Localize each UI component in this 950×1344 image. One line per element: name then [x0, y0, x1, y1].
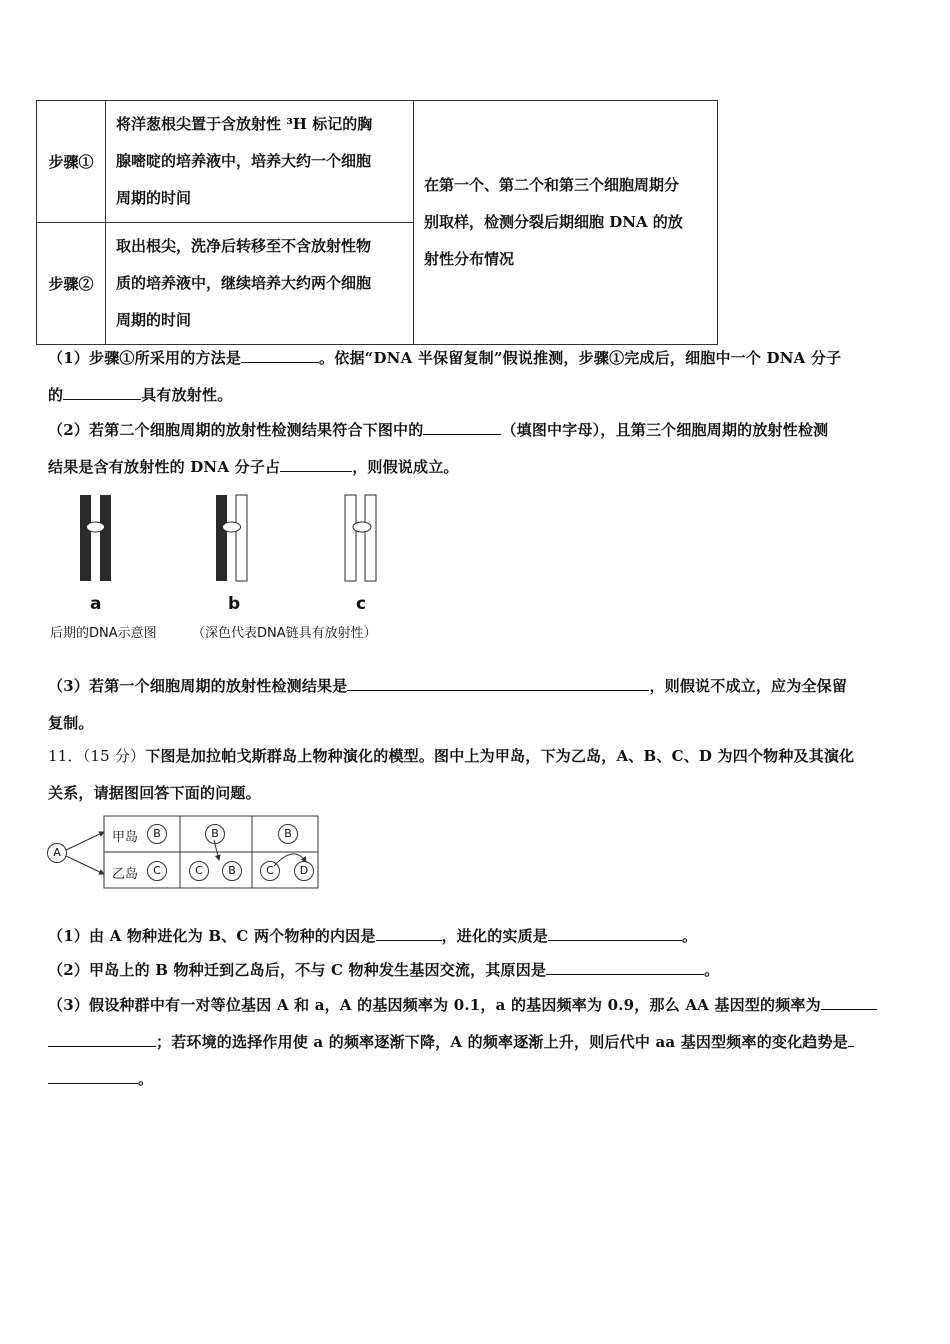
- q11-p1-text: ，进化的实质是: [441, 927, 548, 945]
- step2-line: 周期的时间: [116, 311, 192, 329]
- q11-p3-text: 。: [138, 1070, 154, 1088]
- q10-p1-text: 具有放射性。: [141, 386, 233, 404]
- q11-p2-text: （2）甲岛上的 B 物种迁到乙岛后，不与 C 物种发生基因交流，其原因是: [48, 961, 547, 979]
- species-c: C: [147, 861, 167, 881]
- q10-part3-line2: [48, 712, 94, 733]
- species-c: C: [260, 861, 280, 881]
- species-d: D: [294, 861, 314, 881]
- answer-blank[interactable]: [821, 995, 877, 1010]
- q11-p1-text: 。: [682, 927, 698, 945]
- species-b: B: [147, 824, 167, 844]
- answer-blank[interactable]: [548, 926, 682, 941]
- q10-part2-line1: [48, 419, 828, 440]
- question-number: 11．: [48, 747, 83, 765]
- detection-line: 别取样，检测分裂后期细胞 DNA 的放: [424, 213, 683, 231]
- answer-blank[interactable]: [48, 1069, 138, 1084]
- q11-stem-line1: [48, 745, 854, 766]
- answer-blank[interactable]: [423, 420, 501, 435]
- q10-p2-text: （填图中字母），且第三个细胞周期的放射性检测: [501, 421, 829, 439]
- detection-line: 射性分布情况: [424, 250, 515, 268]
- q10-part2-line2: [48, 456, 459, 477]
- q10-p2-text: 结果是含有放射性的 DNA 分子占: [48, 458, 281, 476]
- island-yi-label: 乙岛: [112, 867, 139, 882]
- answer-blank[interactable]: [48, 1032, 156, 1047]
- q11-p3-text: ；若环境的选择作用使 a 的频率逐渐下降，A 的频率逐渐上升，则后代中 aa 基因型频率的变化趋势是: [156, 1033, 848, 1051]
- q11-stem-line2: [48, 782, 261, 803]
- step1-line: 腺嘧啶的培养液中，培养大约一个细胞: [116, 152, 372, 170]
- dna-a-diagram: [80, 495, 111, 581]
- q10-p3-text: （3）若第一个细胞周期的放射性检测结果是: [48, 677, 348, 695]
- q11-p2-text: 。: [704, 961, 720, 979]
- fig-caption-left: 后期的DNA示意图: [50, 626, 157, 641]
- step2-line: 取出根尖，洗净后转移至不含放射性物: [116, 237, 372, 255]
- q11-part1: [48, 925, 697, 946]
- answer-blank[interactable]: [546, 960, 704, 975]
- q10-p3-text: ，则假说不成立，应为全保留: [649, 677, 848, 695]
- q10-p1-text: 。依据“DNA 半保留复制”假说推测，步骤①完成后，细胞中一个 DNA 分子: [319, 349, 842, 367]
- fig-label-c: c: [356, 594, 367, 614]
- answer-blank[interactable]: [63, 385, 141, 400]
- step1-line: 周期的时间: [116, 189, 192, 207]
- q10-part3-line1: [48, 675, 847, 696]
- q10-part1-line1: [48, 347, 841, 368]
- species-b: B: [278, 824, 298, 844]
- answer-blank[interactable]: [376, 926, 442, 941]
- q11-p3-text: （3）假设种群中有一对等位基因 A 和 a，A 的基因频率为 0.1，a 的基因频率为 0.9，那么 AA 基因型的频率为: [48, 996, 821, 1014]
- q10-p1-text: 的: [48, 386, 64, 404]
- island-jia-label: 甲岛: [112, 830, 139, 845]
- answer-blank[interactable]: [280, 457, 352, 472]
- q11-part3-line1: [48, 994, 877, 1015]
- step1-content: [106, 101, 414, 223]
- q11-stem-text: 关系，请据图回答下面的问题。: [48, 784, 261, 802]
- step2-content: [106, 223, 414, 345]
- species-b: B: [222, 861, 242, 881]
- fig-label-b: b: [228, 594, 241, 614]
- detection-line: 在第一个、第二个和第三个细胞周期分: [424, 176, 680, 194]
- species-a: A: [47, 843, 67, 863]
- answer-blank[interactable]: [347, 676, 649, 691]
- q11-part2: [48, 959, 719, 980]
- dna-c-diagram: [345, 495, 376, 581]
- q10-part1-line2: [48, 384, 232, 405]
- q11-part3-line2: [48, 1031, 854, 1052]
- step2-line: 质的培养液中，继续培养大约两个细胞: [116, 274, 372, 292]
- q11-part3-line3: [48, 1068, 153, 1089]
- dna-b-diagram: [216, 495, 247, 581]
- species-b: B: [205, 824, 225, 844]
- q11-p1-text: （1）由 A 物种进化为 B、C 两个物种的内因是: [48, 927, 376, 945]
- step1-line: 将洋葱根尖置于含放射性 ³H 标记的胸: [116, 115, 373, 133]
- q10-p3-text: 复制。: [48, 714, 94, 732]
- step1-label: 步骤①: [37, 101, 106, 223]
- q10-p2-text: （2）若第二个细胞周期的放射性检测结果符合下图中的: [48, 421, 424, 439]
- answer-blank[interactable]: [848, 1032, 854, 1047]
- fig-caption-right: （深色代表DNA链具有放射性）: [192, 626, 377, 641]
- q10-p1-text: （1）步骤①所采用的方法是: [48, 349, 242, 367]
- experiment-table: [36, 100, 718, 345]
- question-score: （15 分）: [82, 747, 146, 765]
- detection-content: [414, 101, 718, 345]
- step2-label: 步骤②: [37, 223, 106, 345]
- species-c: C: [189, 861, 209, 881]
- fig-label-a: a: [90, 594, 102, 614]
- answer-blank[interactable]: [241, 348, 319, 363]
- q10-p2-text: ，则假说成立。: [352, 458, 459, 476]
- q11-stem-text: 下图是加拉帕戈斯群岛上物种演化的模型。图中上为甲岛，下为乙岛，A、B、C、D 为四个物种及其演化: [145, 747, 855, 765]
